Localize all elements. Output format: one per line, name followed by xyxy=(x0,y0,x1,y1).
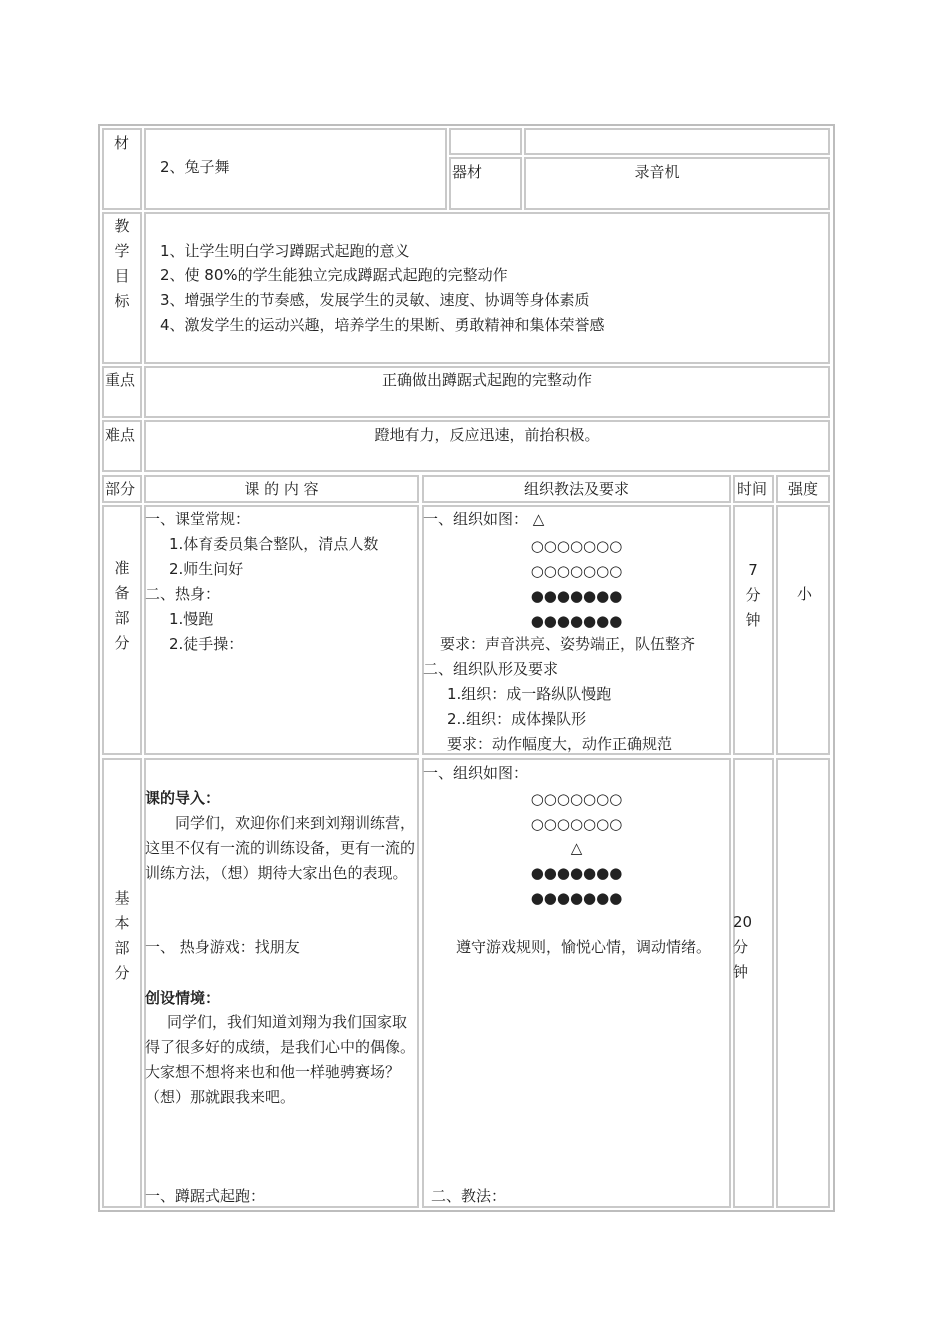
prep-time-char: 分 xyxy=(745,586,761,604)
game-line: 一、 热身游戏：找朋友 xyxy=(145,938,300,956)
basic-intensity-cell xyxy=(776,758,830,1208)
prep-formation-row: ●●●●●●● xyxy=(530,612,623,630)
prep-method-line: 1.组织：成一路纵队慢跑 xyxy=(447,685,612,703)
basic-time xyxy=(733,910,752,985)
prep-time-char: 钟 xyxy=(745,611,761,629)
intro-text: 同学们，欢迎你们来到刘翔训练营，这里不仅有一流的训练设备，更有一流的训练方法，（想）期待大家出色的表现。 xyxy=(145,814,416,882)
goal-item: 1、让学生明白学习蹲踞式起跑的意义 xyxy=(160,242,410,260)
basic-formation-row: ●●●●●●● xyxy=(530,889,623,907)
basic-time-char: 20 xyxy=(733,913,753,931)
key-label: 重点 xyxy=(105,371,136,389)
basic-last-line: 一、蹲踞式起跑： xyxy=(145,1187,266,1205)
basic-method-intro: 一、组织如图： xyxy=(423,764,529,782)
equip-value: 录音机 xyxy=(634,163,680,181)
prep-method-intro: 一、组织如图： △ xyxy=(423,510,545,528)
prep-content-line: 1.慢跑 xyxy=(169,610,214,628)
teacher-mark: △ xyxy=(570,839,583,857)
prep-label-char: 部 xyxy=(114,609,130,627)
basic-time-char: 分 xyxy=(733,938,749,956)
prep-method-line: 要求：动作幅度大，动作正确规范 xyxy=(447,735,673,753)
prep-formation-row: ○○○○○○○ xyxy=(530,537,623,555)
goals-label-char: 目 xyxy=(114,267,130,285)
prep-method-line: 2..组织：成体操队形 xyxy=(447,710,587,728)
prep-label xyxy=(104,556,140,656)
goals-label-char: 教 xyxy=(114,217,130,235)
prep-time-char: 7 xyxy=(748,561,758,579)
scene-title: 创设情境： xyxy=(145,989,221,1007)
prep-content-line: 二、热身： xyxy=(145,585,221,603)
material-content: 2、兔子舞 xyxy=(160,158,230,176)
prep-time xyxy=(735,558,771,633)
prep-method-line: 二、组织队形及要求 xyxy=(423,660,559,678)
basic-method-note: 遵守游戏规则，愉悦心情，调动情绪。 xyxy=(456,938,712,956)
goal-item: 3、增强学生的节奏感，发展学生的灵敏、速度、协调等身体素质 xyxy=(160,291,590,309)
key-content: 正确做出蹲踞式起跑的完整动作 xyxy=(381,371,592,389)
basic-formation-row: ●●●●●●● xyxy=(530,864,623,882)
header-part: 部分 xyxy=(105,480,136,498)
prep-intensity: 小 xyxy=(797,585,813,603)
basic-formation-row: ○○○○○○○ xyxy=(530,790,623,808)
goals-label-char: 学 xyxy=(114,242,130,260)
prep-label-char: 备 xyxy=(114,584,130,602)
prep-content-line: 1.体育委员集合整队，清点人数 xyxy=(169,535,379,553)
scene-text: 同学们，我们知道刘翔为我们国家取得了很多好的成绩，是我们心中的偶像。大家想不想将来也和他一样驰骋赛场？（想）那就跟我来吧。 xyxy=(145,1013,416,1106)
material-label: 材 xyxy=(114,134,130,152)
basic-formation-row: ○○○○○○○ xyxy=(530,815,623,833)
prep-method-line: 要求：声音洪亮、姿势端正，队伍整齐 xyxy=(440,635,696,653)
intro-title: 课的导入： xyxy=(145,789,221,807)
basic-label-char: 本 xyxy=(114,914,130,932)
goal-item: 4、激发学生的运动兴趣，培养学生的果断、勇敢精神和集体荣誉感 xyxy=(160,316,605,334)
basic-label-char: 基 xyxy=(114,889,130,907)
goals-label xyxy=(104,214,140,314)
header-intensity: 强度 xyxy=(788,480,819,498)
goals-label-char: 标 xyxy=(114,292,130,310)
basic-label-char: 部 xyxy=(114,939,130,957)
prep-content-line: 2.师生问好 xyxy=(169,560,244,578)
basic-method-last: 二、教法： xyxy=(431,1187,507,1205)
prep-formation-row: ●●●●●●● xyxy=(530,587,623,605)
basic-label xyxy=(104,886,140,986)
equip-top-left-cell xyxy=(449,128,522,155)
goal-item: 2、使 80%的学生能独立完成蹲踞式起跑的完整动作 xyxy=(160,266,508,284)
difficult-content: 蹬地有力，反应迅速，前抬积极。 xyxy=(374,426,600,444)
prep-content-line: 2.徒手操： xyxy=(169,635,244,653)
prep-content-line: 一、课堂常规： xyxy=(145,510,251,528)
equip-top-right-cell xyxy=(524,128,830,155)
prep-formation-row: ○○○○○○○ xyxy=(530,562,623,580)
difficult-label: 难点 xyxy=(105,426,136,444)
header-content: 课 的 内 容 xyxy=(244,480,319,498)
basic-time-char: 钟 xyxy=(733,963,749,981)
goals-content-cell xyxy=(144,212,830,364)
equip-label: 器材 xyxy=(452,163,483,181)
header-method: 组织教法及要求 xyxy=(523,480,629,498)
basic-label-char: 分 xyxy=(114,964,130,982)
prep-intensity-cell xyxy=(776,505,830,755)
prep-label-char: 准 xyxy=(114,559,130,577)
header-time: 时间 xyxy=(737,480,768,498)
prep-label-char: 分 xyxy=(114,634,130,652)
